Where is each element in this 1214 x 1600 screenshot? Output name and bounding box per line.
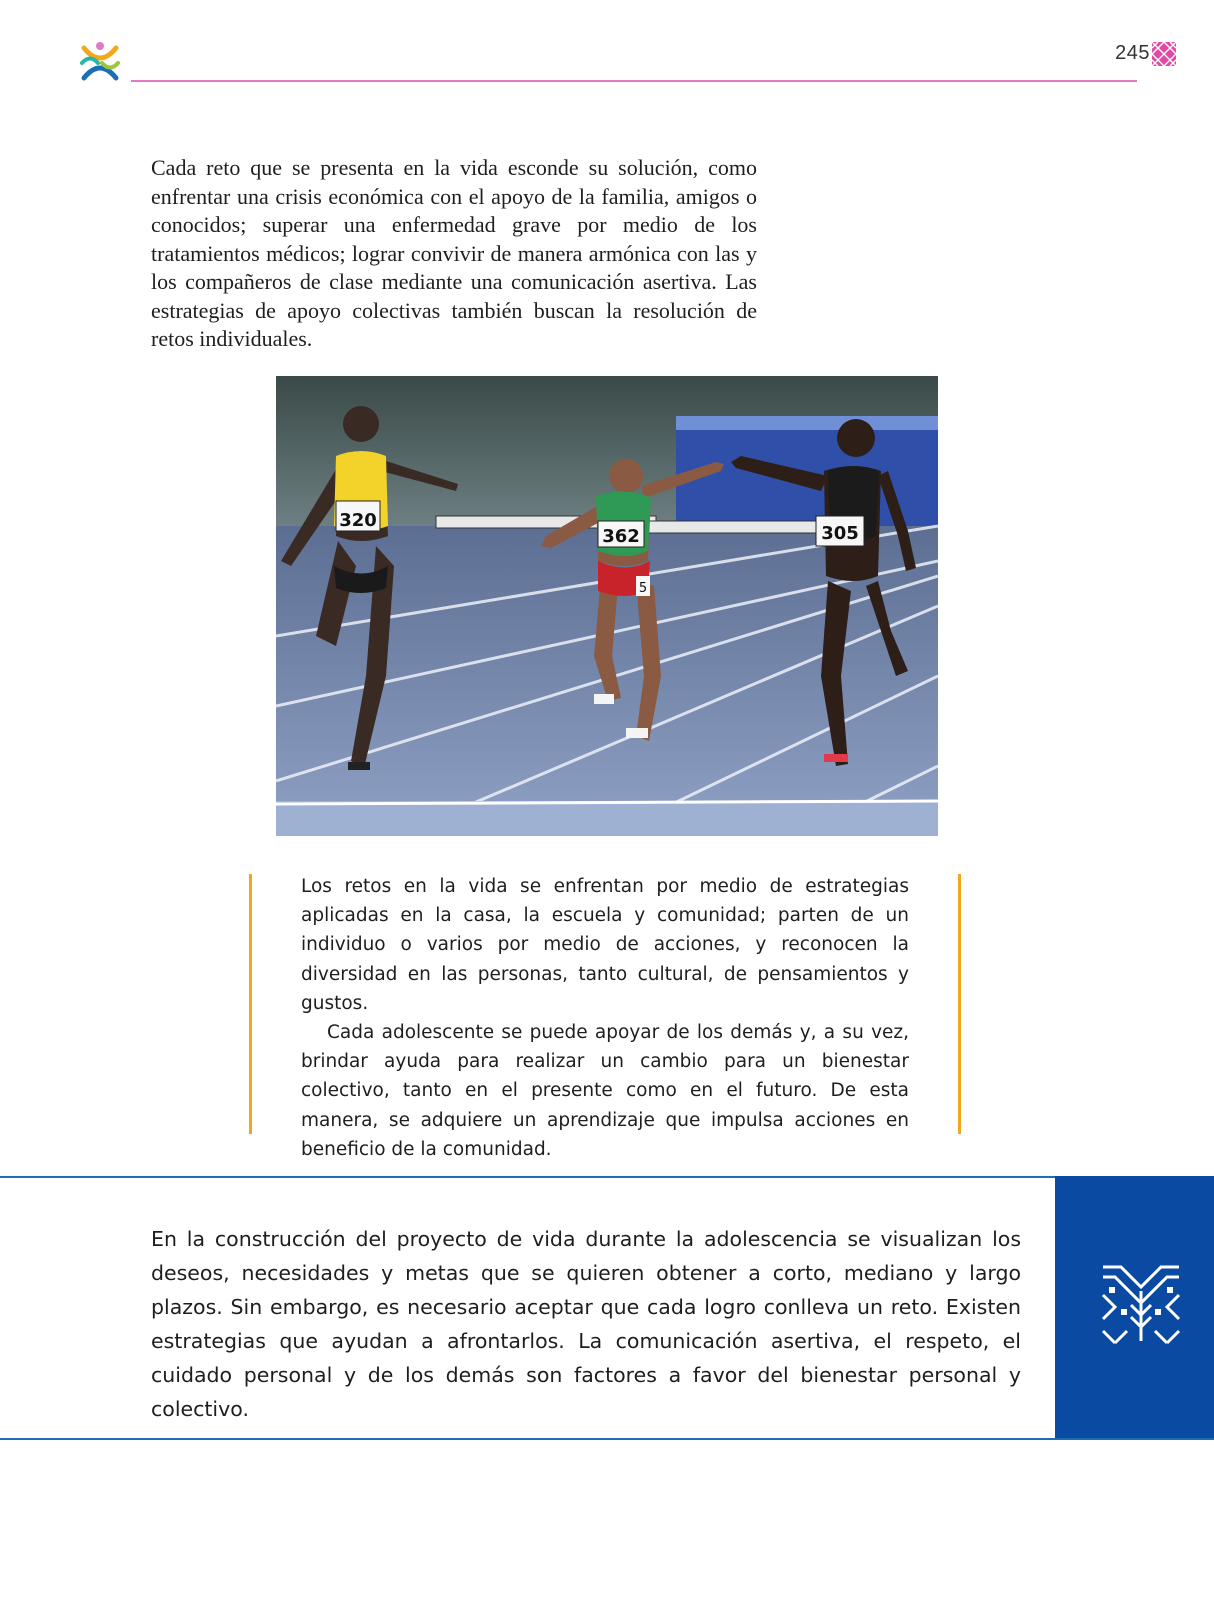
band-rule-top (0, 1176, 1055, 1178)
callout-bar-right (958, 874, 961, 1134)
callout-paragraph: Los retos en la vida se enfrentan por medio de estrategias aplicadas en la casa, la escuela y comunidad; parten de un individuo o varios por medio de acciones, y reconocen la diversidad en las personas, tanto cultural, de pensamientos y gustos. (301, 876, 909, 1014)
callout-paragraph: Cada adolescente se puede apoyar de los demás y, a su vez, brindar ayuda para realizar un cambio para un bienestar colectivo, tanto en el presente como en el futuro. De esta manera, se adquiere un aprendizaje que impulsa acciones en beneficio de la comunidad. (301, 1022, 909, 1160)
woven-emblem-icon (1101, 1265, 1181, 1345)
band-rule-bottom (0, 1438, 1214, 1440)
bib-362: 362 (602, 526, 640, 547)
summary-paragraph: En la construcción del proyecto de vida durante la adolescencia se visualizan los deseos, necesidades y metas que se quieren obtener a corto, mediano y largo plazos. Sin embargo, es necesario aceptar que cada logro conlleva un reto. Existen estrategias que ayudan a afrontarlos. La comunicación asertiva, el respeto, el cuidado personal y de los demás son factores a favor del bienestar personal y colectivo. (151, 1227, 1021, 1421)
intro-paragraph: Cada reto que se presenta en la vida esconde su solución, como enfrentar una crisis económica con el apoyo de la familia, amigos o conocidos; superar una enfermedad grave por medio de los tratamientos médicos; lograr convivir de manera armónica con las y los compañeros de clase mediante una comunicación asertiva. Las estrategias de apoyo colectivas también buscan la resolución de retos individuales. (151, 155, 757, 351)
bib-320: 320 (339, 510, 377, 531)
bib-305: 305 (821, 523, 859, 544)
hurdles-race-photo (276, 376, 938, 836)
callout-bar-left (249, 874, 252, 1134)
lane-marker: 5 (638, 581, 648, 596)
woven-pattern-icon (1152, 42, 1176, 66)
callout-box (301, 872, 909, 1164)
interlinked-figures-logo-icon (76, 40, 124, 86)
page-number: 245 (1115, 42, 1150, 64)
header-rule (131, 80, 1137, 82)
